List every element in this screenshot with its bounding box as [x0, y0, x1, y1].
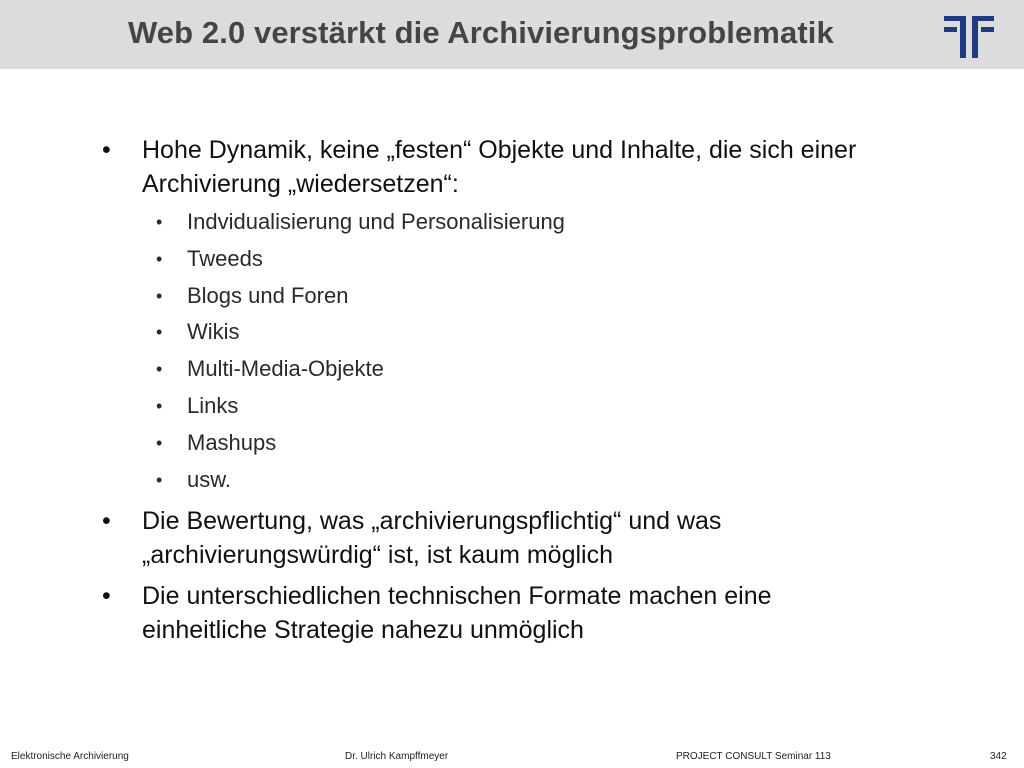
sub-bullet-text: Tweeds [187, 246, 263, 271]
bullet-marker: • [156, 359, 163, 379]
sub-bullet-text: Blogs und Foren [187, 283, 349, 308]
bullet-marker: • [102, 582, 111, 610]
slide-footer [0, 746, 1024, 768]
bullet-text: Die Bewertung, was „archivierungspflichtig“ und was „archivierungswürdig“ ist, ist kaum möglich [142, 507, 722, 569]
bullet-marker: • [156, 322, 163, 342]
sub-bullet-text: usw. [187, 467, 232, 492]
sub-bullet-text: Wikis [187, 319, 240, 344]
bullet-text: Die unterschiedlichen technischen Formate machen eine einheitliche Strategie nahezu unmöglich [142, 582, 772, 644]
bullet-marker: • [102, 136, 111, 164]
sub-bullet [156, 465, 887, 495]
sub-bullet-text: Links [187, 393, 239, 418]
bullet-marker: • [156, 433, 163, 453]
sub-bullet [156, 281, 887, 311]
sub-bullet-text: Mashups [187, 430, 277, 455]
sub-bullet [156, 391, 887, 421]
bullet-point-dynamics [102, 133, 902, 201]
bullet-point-formats [102, 579, 902, 647]
bullet-point-assessment [102, 504, 902, 572]
slide-title: Web 2.0 verstärkt die Archivierungsproblematik [128, 15, 834, 50]
sub-bullet [156, 207, 887, 237]
sub-bullet-text: Indvidualisierung und Personalisierung [187, 209, 565, 234]
footer-page-number: 342 [990, 751, 1007, 762]
footer-course: Elektronische Archivierung [11, 751, 129, 762]
footer-seminar: PROJECT CONSULT Seminar 113 [676, 751, 831, 762]
sub-bullet [156, 354, 887, 384]
bullet-marker: • [156, 212, 163, 232]
bullet-marker: • [102, 507, 111, 535]
sub-bullet [156, 428, 887, 458]
bullet-marker: • [156, 470, 163, 490]
sub-bullet-text: Multi-Media-Objekte [187, 356, 384, 381]
sub-bullet [156, 244, 887, 274]
bullet-marker: • [156, 286, 163, 306]
bullet-marker: • [156, 396, 163, 416]
bullet-marker: • [156, 249, 163, 269]
bullet-text: Hohe Dynamik, keine „festen“ Objekte und Inhalte, die sich einer Archivierung „wiedersetzen“: [142, 136, 857, 198]
footer-author: Dr. Ulrich Kampffmeyer [345, 751, 449, 762]
sub-bullet [156, 317, 887, 347]
